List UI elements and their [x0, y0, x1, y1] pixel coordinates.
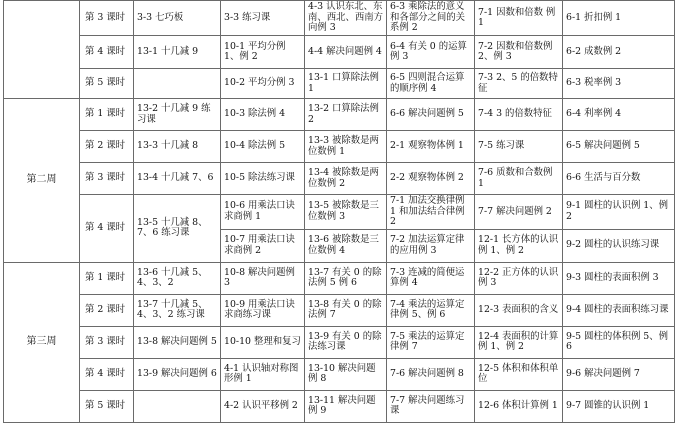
grade4-lesson-cell: 6-6 解决问题例 5: [387, 99, 475, 131]
grade5-lesson-cell: 7-1 因数和倍数 例 1: [475, 1, 563, 36]
grade1-lesson-cell: 13-8 解决问题例 5: [134, 326, 221, 358]
table-row: [4, 195, 675, 230]
grade3-lesson-cell: 13-5 被除数是三位数例 3: [305, 195, 387, 230]
grade5-lesson-cell: 12-3 表面积的含义: [475, 294, 563, 326]
grade5-lesson-cell: 7-4 3 的倍数特征: [475, 99, 563, 131]
grade3-lesson-cell: 13-7 有关 0 的除法例 5 例 6: [305, 262, 387, 294]
grade1-lesson-cell: 13-5 十几减 8、7、6 练习课: [134, 195, 221, 263]
schedule-table: [3, 0, 675, 423]
grade2-lesson-cell: 10-4 除法例 5: [221, 131, 305, 163]
grade3-lesson-cell: 13-6 被除数是三位数例 4: [305, 229, 387, 262]
grade4-lesson-cell: 6-5 四则混合运算的顺序例 4: [387, 69, 475, 99]
grade4-lesson-cell: 2-1 观察物体例 1: [387, 131, 475, 163]
table-row: [4, 36, 675, 69]
grade1-lesson-cell: 13-2 十几减 9 练习课: [134, 99, 221, 131]
grade3-lesson-cell: 13-3 被除数是两位数例 1: [305, 131, 387, 163]
grade3-lesson-cell: 4-3 认识东北、东南、西北、西南方向例 3: [305, 1, 387, 36]
grade1-lesson-cell: 13-1 十几减 9: [134, 36, 221, 69]
period-cell: 第 2 课时: [80, 131, 134, 163]
grade5-lesson-cell: 7-6 质数和合数例 1: [475, 163, 563, 195]
table-row: [4, 294, 675, 326]
grade5-lesson-cell: 12-5 体积和体积单位: [475, 358, 563, 390]
grade2-lesson-cell: 10-5 除法练习课: [221, 163, 305, 195]
grade6-lesson-cell: 6-1 折扣例 1: [563, 1, 675, 36]
period-cell: 第 4 课时: [80, 358, 134, 390]
period-cell: 第 2 课时: [80, 294, 134, 326]
table-row: [4, 1, 675, 36]
grade4-lesson-cell: 6-4 有关 0 的运算例 3: [387, 36, 475, 69]
grade1-lesson-cell: [134, 69, 221, 99]
grade5-lesson-cell: 12-1 长方体的认识例 1、例 2: [475, 229, 563, 262]
period-cell: 第 1 课时: [80, 99, 134, 131]
period-cell: 第 1 课时: [80, 262, 134, 294]
table-row: [4, 326, 675, 358]
grade2-lesson-cell: 4-2 认识平移例 2: [221, 390, 305, 422]
grade1-lesson-cell: 13-9 解决问题例 6: [134, 358, 221, 390]
grade6-lesson-cell: 9-7 圆锥的认识例 1: [563, 390, 675, 422]
table-row: [4, 69, 675, 99]
grade5-lesson-cell: 7-5 练习课: [475, 131, 563, 163]
week-label: 第二周: [4, 99, 80, 263]
grade2-lesson-cell: 10-9 用乘法口诀求商练习课: [221, 294, 305, 326]
grade6-lesson-cell: 6-2 成数例 2: [563, 36, 675, 69]
grade6-lesson-cell: 9-2 圆柱的认识练习课: [563, 229, 675, 262]
grade5-lesson-cell: 12-2 正方体的认识例 3: [475, 262, 563, 294]
period-cell: 第 5 课时: [80, 69, 134, 99]
grade3-lesson-cell: 13-11 解决问题例 9: [305, 390, 387, 422]
grade3-lesson-cell: 13-4 被除数是两位数例 2: [305, 163, 387, 195]
grade6-lesson-cell: 9-5 圆柱的体积例 5、例 6: [563, 326, 675, 358]
grade6-lesson-cell: 9-1 圆柱的认识例 1、例 2: [563, 195, 675, 230]
grade4-lesson-cell: 7-1 加法交换律例 1 和加法结合律例 2: [387, 195, 475, 230]
grade2-lesson-cell: 3-3 练习课: [221, 1, 305, 36]
grade5-lesson-cell: 7-7 解决问题例 2: [475, 195, 563, 230]
grade1-lesson-cell: 3-3 七巧板: [134, 1, 221, 36]
grade2-lesson-cell: 10-3 除法例 4: [221, 99, 305, 131]
grade4-lesson-cell: 7-2 加法运算定律的应用例 3: [387, 229, 475, 262]
grade2-lesson-cell: 10-10 整理和复习: [221, 326, 305, 358]
table-row: [4, 262, 675, 294]
grade4-lesson-cell: 2-2 观察物体例 2: [387, 163, 475, 195]
period-cell: 第 4 课时: [80, 195, 134, 263]
grade3-lesson-cell: 13-1 口算除法例 1: [305, 69, 387, 99]
grade3-lesson-cell: 13-8 有关 0 的除法例 7: [305, 294, 387, 326]
grade3-lesson-cell: 13-9 有关 0 的除法练习课: [305, 326, 387, 358]
grade1-lesson-cell: 13-4 十几减 7、6: [134, 163, 221, 195]
grade6-lesson-cell: 9-6 解决问题例 7: [563, 358, 675, 390]
grade4-lesson-cell: 7-4 乘法的运算定律例 5、例 6: [387, 294, 475, 326]
table-row: [4, 390, 675, 422]
grade2-lesson-cell: 10-6 用乘法口诀求商例 1: [221, 195, 305, 230]
grade2-lesson-cell: 10-2 平均分例 3: [221, 69, 305, 99]
grade1-lesson-cell: 13-3 十几减 8: [134, 131, 221, 163]
grade4-lesson-cell: 7-7 解决问题练习课: [387, 390, 475, 422]
grade6-lesson-cell: 9-3 圆柱的表面积例 3: [563, 262, 675, 294]
week-label: 第三周: [4, 262, 80, 422]
grade2-lesson-cell: 10-7 用乘法口诀求商例 2: [221, 229, 305, 262]
grade2-lesson-cell: 10-8 解决问题例 3: [221, 262, 305, 294]
period-cell: 第 4 课时: [80, 36, 134, 69]
grade4-lesson-cell: 7-5 乘法的运算定律例 7: [387, 326, 475, 358]
table-row: [4, 358, 675, 390]
grade3-lesson-cell: 13-2 口算除法例 2: [305, 99, 387, 131]
period-cell: 第 5 课时: [80, 390, 134, 422]
grade4-lesson-cell: 7-6 解决问题例 8: [387, 358, 475, 390]
grade5-lesson-cell: 12-4 表面积的计算例 1、例 2: [475, 326, 563, 358]
grade6-lesson-cell: 6-5 解决问题例 5: [563, 131, 675, 163]
grade4-lesson-cell: 6-3 乘除法的意义和各部分之间的关系例 2: [387, 1, 475, 36]
grade2-lesson-cell: 4-1 认识轴对称图形例 1: [221, 358, 305, 390]
grade1-lesson-cell: [134, 390, 221, 422]
grade3-lesson-cell: 4-4 解决问题例 4: [305, 36, 387, 69]
grade5-lesson-cell: 7-3 2、5 的倍数特征: [475, 69, 563, 99]
table-row: [4, 99, 675, 131]
period-cell: 第 3 课时: [80, 163, 134, 195]
grade2-lesson-cell: 10-1 平均分例 1、例 2: [221, 36, 305, 69]
grade5-lesson-cell: 7-2 因数和倍数例 2、例 3: [475, 36, 563, 69]
grade3-lesson-cell: 13-10 解决问题例 8: [305, 358, 387, 390]
grade5-lesson-cell: 12-6 体积计算例 1: [475, 390, 563, 422]
grade4-lesson-cell: 7-3 连减的简便运算例 4: [387, 262, 475, 294]
table-row: [4, 163, 675, 195]
week-cell: [4, 1, 80, 99]
period-cell: 第 3 课时: [80, 1, 134, 36]
grade1-lesson-cell: 13-7 十几减 5、4、3、2 练习课: [134, 294, 221, 326]
table-row: [4, 131, 675, 163]
grade6-lesson-cell: 6-3 税率例 3: [563, 69, 675, 99]
grade6-lesson-cell: 6-4 利率例 4: [563, 99, 675, 131]
period-cell: 第 3 课时: [80, 326, 134, 358]
grade6-lesson-cell: 9-4 圆柱的表面积练习课: [563, 294, 675, 326]
grade6-lesson-cell: 6-6 生活与百分数: [563, 163, 675, 195]
grade1-lesson-cell: 13-6 十几减 5、4、3、2: [134, 262, 221, 294]
